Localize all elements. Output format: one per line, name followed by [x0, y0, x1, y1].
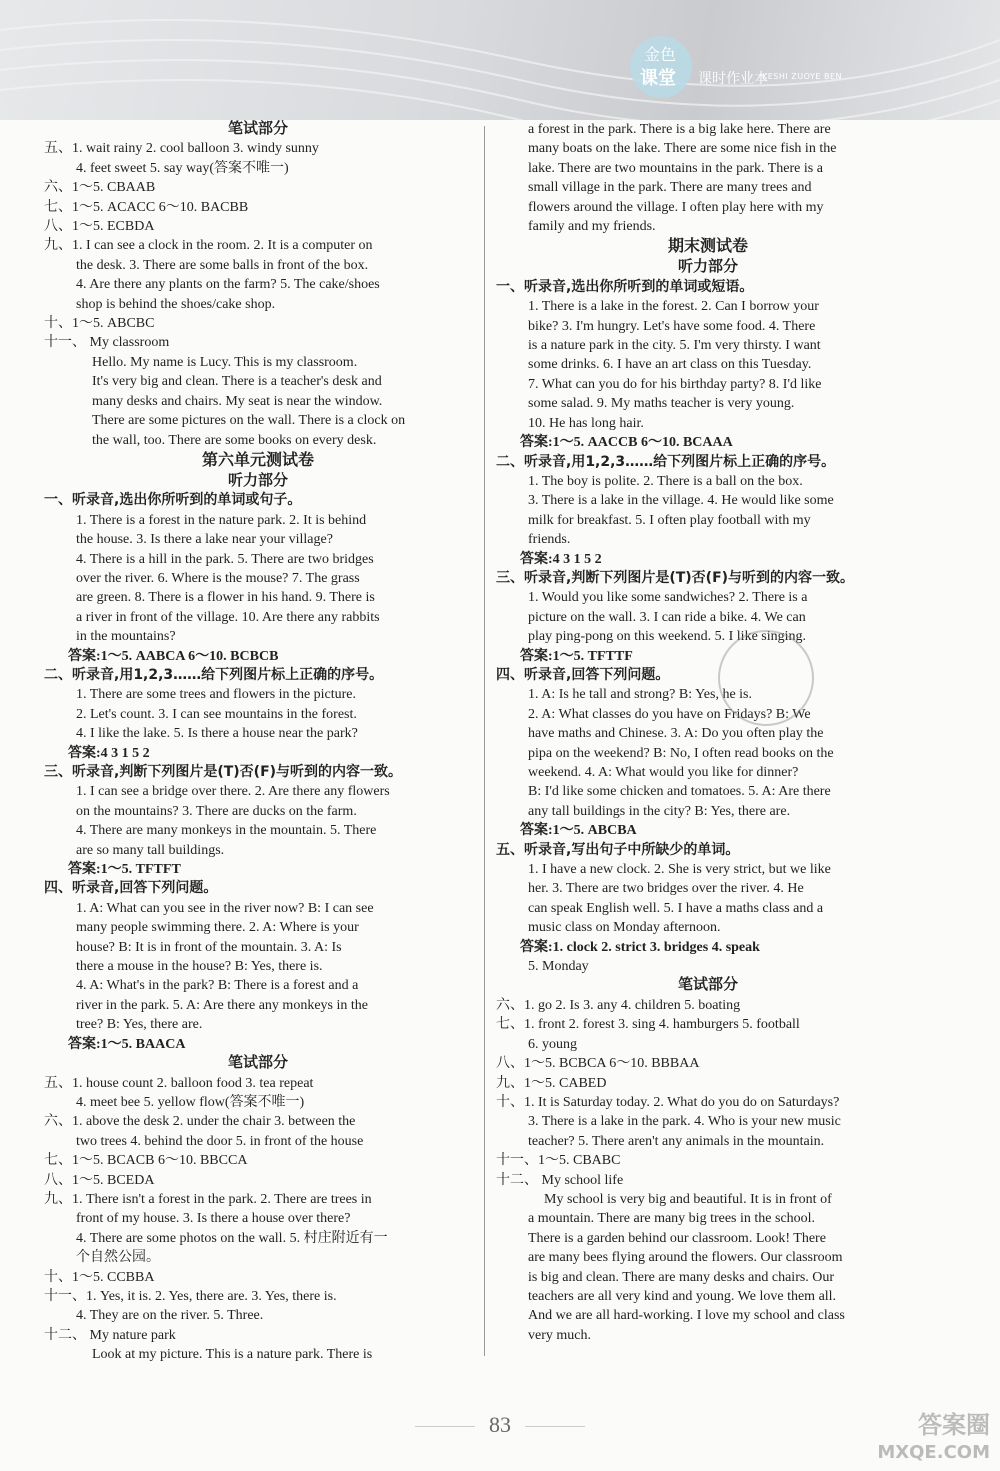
left-line: a river in front of the village. 10. Are there any rabbits [76, 609, 380, 625]
left-line: 4. Are there any plants on the farm? 5. The cake/shoes [76, 277, 380, 293]
left-line: front of my house. 3. Is there a house over there? [76, 1211, 351, 1227]
right-line: 1. A: Is he tall and strong? B: Yes, he is. [528, 687, 752, 703]
left-line: 第六单元测试卷 [201, 451, 314, 469]
right-line: any tall buildings in the city? B: Yes, there are. [528, 803, 791, 819]
logo-subtitle: 课时作业本 [698, 71, 768, 87]
right-line: 四、听录音,回答下列问题。 [496, 666, 670, 683]
right-line: 2. A: What classes do you have on Fridays? B: We [528, 706, 811, 722]
logo-line2: 课堂 [640, 68, 676, 89]
right-line: 答案:1～5. ABCBA [520, 823, 637, 839]
left-line: 个自然公园。 [76, 1250, 160, 1266]
right-line: 一、听录音,选出你所听到的单词或短语。 [496, 278, 754, 295]
right-line: 八、1～5. BCBCA 6～10. BBBAA [496, 1056, 700, 1072]
left-line: 听力部分 [227, 472, 288, 489]
right-line: 答案:1～5. TFTTF [520, 648, 633, 664]
left-line: the house. 3. Is there a lake near your village? [76, 532, 333, 548]
right-line: are many bees flying around the flowers. Our classroom [528, 1250, 843, 1266]
left-line: 九、1. There isn't a forest in the park. 2. There are trees in [44, 1191, 372, 1207]
left-line: 十二、 My nature park [44, 1327, 176, 1343]
right-line: bike? 3. I'm hungry. Let's have some food. 4. There [528, 318, 816, 334]
column-divider [484, 126, 485, 1356]
right-line: 九、1～5. CABED [496, 1075, 607, 1091]
left-line: 4. A: What's in the park? B: There is a forest and a [76, 978, 359, 994]
left-line: shop is behind the shoes/cake shop. [76, 296, 276, 312]
left-line: are so many tall buildings. [76, 842, 225, 858]
right-line: is a nature park in the city. 5. I'm very thirsty. I want [528, 338, 821, 354]
left-line: 笔试部分 [227, 121, 288, 137]
right-line: a mountain. There are many big trees in the school. [528, 1211, 816, 1227]
right-line: 十、1. It is Saturday today. 2. What do you do on Saturdays? [496, 1094, 840, 1110]
right-line: 二、听录音,用1,2,3……给下列图片标上正确的序号。 [496, 453, 836, 470]
right-line: 五、听录音,写出句子中所缺少的单词。 [496, 841, 740, 858]
right-line: teacher? 5. There aren't any animals in the mountain. [528, 1133, 825, 1149]
right-line: can speak English well. 5. I have a maths class and a [528, 900, 824, 916]
right-line: 7. What can you do for his birthday party? 8. I'd like [528, 376, 822, 392]
right-line: 1. There is a lake in the forest. 2. Can I borrow your [528, 299, 819, 315]
right-line: family and my friends. [528, 219, 656, 235]
left-line: 十、1～5. ABCBC [44, 316, 155, 332]
logo-pinyin: KESHI ZUOYE BEN [762, 72, 843, 81]
right-line: 10. He has long hair. [528, 415, 644, 431]
left-line: 十、1～5. CCBBA [44, 1269, 155, 1285]
publisher-logo [630, 36, 920, 98]
right-line: 6. young [528, 1036, 577, 1052]
right-line: 期末测试卷 [667, 238, 748, 256]
right-line: 答案:1. clock 2. strict 3. bridges 4. speak [520, 939, 760, 955]
right-line: 听力部分 [677, 259, 738, 276]
watermark-line1: 答案圈 [918, 1411, 990, 1439]
left-line: 笔试部分 [227, 1055, 288, 1072]
right-line: play ping-pong on this weekend. 5. I like singing. [528, 629, 807, 645]
left-line: 六、1. above the desk 2. under the chair 3. between the [44, 1114, 356, 1130]
page-number: 83 [0, 1412, 1000, 1438]
watermark-line2: MXQE.COM [877, 1442, 990, 1463]
left-line: in the mountains? [76, 629, 176, 645]
page-header [0, 0, 1000, 120]
right-line: very much. [528, 1327, 591, 1343]
stamp-seal [718, 630, 814, 726]
left-line: tree? B: Yes, there are. [76, 1017, 203, 1033]
right-line: 1. The boy is polite. 2. There is a ball on the box. [528, 473, 803, 489]
right-line: B: I'd like some chicken and tomatoes. 5. A: Are there [528, 784, 831, 800]
right-line: music class on Monday afternoon. [528, 920, 721, 936]
right-line: small village in the park. There are many trees and [528, 180, 812, 196]
right-line: 3. There is a lake in the village. 4. He would like some [528, 493, 834, 509]
right-line: 答案:4 3 1 5 2 [520, 551, 602, 567]
left-line: there a mouse in the house? B: Yes, there is. [76, 959, 323, 975]
left-line: two trees 4. behind the door 5. in front of the house [76, 1133, 364, 1149]
right-line: her. 3. There are two bridges over the river. 4. He [528, 881, 804, 897]
right-column [496, 120, 920, 1345]
right-line: some drinks. 6. I have an art class on this Tuesday. [528, 357, 812, 373]
left-line: 九、1. I can see a clock in the room. 2. It is a computer on [44, 238, 373, 254]
right-line: There is a garden behind our classroom. Look! There [528, 1230, 826, 1246]
left-line: 1. I can see a bridge over there. 2. Are there any flowers [76, 784, 390, 800]
left-line: 1. There are some trees and flowers in the picture. [76, 687, 357, 703]
right-line: 1. I have a new clock. 2. She is very strict, but we like [528, 862, 831, 878]
right-line: lake. There are two mountains in the park. There is a [528, 160, 823, 176]
right-line: picture on the wall. 3. I can ride a bike. 4. We can [528, 609, 806, 625]
right-line: 5. Monday [528, 959, 589, 975]
left-line: on the mountains? 3. There are ducks on the farm. [76, 803, 357, 819]
right-line: 答案:1～5. AACCB 6～10. BCAAA [520, 435, 733, 451]
left-line: 四、听录音,回答下列问题。 [44, 880, 218, 897]
left-line: 答案:1～5. AABCA 6～10. BCBCB [68, 648, 279, 664]
right-line: some salad. 9. My maths teacher is very young. [528, 396, 795, 412]
right-line: have maths and Chinese. 3. A: Do you often play the [528, 726, 824, 742]
left-line: many desks and chairs. My seat is near the window. [92, 393, 383, 409]
left-line: 4. They are on the river. 5. Three. [76, 1308, 264, 1324]
right-line: pipa on the weekend? B: No, I often read books on the [528, 745, 834, 761]
left-line: 八、1～5. BCEDA [44, 1172, 155, 1188]
right-line: 3. There is a lake in the park. 4. Who is your new music [528, 1114, 841, 1130]
right-line: is big and clean. There are many desks and chairs. Our [528, 1269, 835, 1285]
left-line: 五、1. wait rainy 2. cool balloon 3. windy sunny [44, 141, 319, 157]
left-line: house? B: It is in front of the mountain. 3. A: Is [76, 939, 342, 955]
left-column [44, 120, 472, 1365]
left-line: 2. Let's count. 3. I can see mountains in the forest. [76, 706, 357, 722]
left-line: 二、听录音,用1,2,3……给下列图片标上正确的序号。 [44, 666, 384, 683]
right-line: milk for breakfast. 5. I often play football with my [528, 512, 811, 528]
left-line: 一、听录音,选出你所听到的单词或句子。 [44, 492, 302, 509]
left-line: 答案:1～5. BAACA [68, 1036, 186, 1052]
right-line: 十二、 My school life [496, 1172, 624, 1188]
site-watermark [860, 1405, 990, 1465]
right-line: 六、1. go 2. Is 3. any 4. children 5. boating [496, 997, 741, 1013]
right-line: many boats on the lake. There are some nice fish in the [528, 141, 837, 157]
left-line: the wall, too. There are some books on every desk. [92, 432, 377, 448]
left-line: 三、听录音,判断下列图片是(T)否(F)与听到的内容一致。 [44, 764, 403, 780]
right-line: 十一、1～5. CBABC [496, 1153, 621, 1169]
left-line: 4. There are many monkeys in the mountain. 5. There [76, 823, 377, 839]
logo-line1: 金色 [644, 45, 677, 64]
left-line: 答案:1～5. TFTFT [68, 862, 181, 878]
left-line: 4. I like the lake. 5. Is there a house near the park? [76, 726, 358, 742]
left-line: 五、1. house count 2. balloon food 3. tea repeat [44, 1075, 314, 1091]
left-line: 八、1～5. ECBDA [44, 219, 155, 235]
right-line: 七、1. front 2. forest 3. sing 4. hamburgers 5. football [496, 1017, 800, 1033]
right-line: flowers around the village. I often play here with my [528, 199, 824, 215]
right-line: 笔试部分 [677, 977, 738, 994]
left-line: 七、1～5. BCACB 6～10. BBCCA [44, 1153, 248, 1169]
left-line: 十一、 My classroom [44, 335, 170, 351]
left-line: 七、1～5. ACACC 6～10. BACBB [44, 199, 249, 215]
left-line: There are some pictures on the wall. There is a clock on [92, 413, 406, 429]
right-line: My school is very big and beautiful. It is in front of [544, 1191, 832, 1207]
right-line: weekend. 4. A: What would you like for dinner? [528, 765, 799, 780]
left-line: 六、1～5. CBAAB [44, 180, 156, 196]
left-line: 4. There is a hill in the park. 5. There are two bridges [76, 551, 374, 567]
left-line: 十一、1. Yes, it is. 2. Yes, there are. 3. Yes, there is. [44, 1288, 337, 1304]
left-line: 1. There is a forest in the nature park. 2. It is behind [76, 512, 367, 528]
right-line: teachers are all very kind and young. We love them all. [528, 1288, 837, 1304]
left-line: are green. 8. There is a flower in his hand. 9. There is [76, 590, 375, 606]
left-line: 4. There are some photos on the wall. 5. 村庄附近有一 [76, 1230, 388, 1246]
left-line: river in the park. 5. A: Are there any monkeys in the [76, 997, 368, 1013]
right-line: And we are all hard-working. I love my school and class [528, 1308, 845, 1324]
right-line: a forest in the park. There is a big lake here. There are [528, 122, 831, 137]
right-line: 1. Would you like some sandwiches? 2. There is a [528, 590, 808, 606]
left-line: It's very big and clean. There is a teacher's desk and [92, 374, 382, 390]
left-line: 4. feet sweet 5. say way(答案不唯一) [76, 160, 289, 176]
left-line: Hello. My name is Lucy. This is my classroom. [92, 354, 358, 370]
left-line: the desk. 3. There are some balls in front of the box. [76, 257, 369, 273]
left-line: 1. A: What can you see in the river now? B: I can see [76, 900, 374, 916]
right-line: friends. [528, 532, 571, 548]
left-line: 答案:4 3 1 5 2 [68, 745, 150, 761]
right-line: 三、听录音,判断下列图片是(T)否(F)与听到的内容一致。 [496, 569, 855, 586]
left-line: 4. meet bee 5. yellow flow(答案不唯一) [76, 1094, 305, 1110]
left-line: over the river. 6. Where is the mouse? 7. The grass [76, 570, 360, 586]
left-line: many people swimming there. 2. A: Where is your [76, 920, 359, 936]
left-line: Look at my picture. This is a nature park. There is [92, 1347, 373, 1363]
